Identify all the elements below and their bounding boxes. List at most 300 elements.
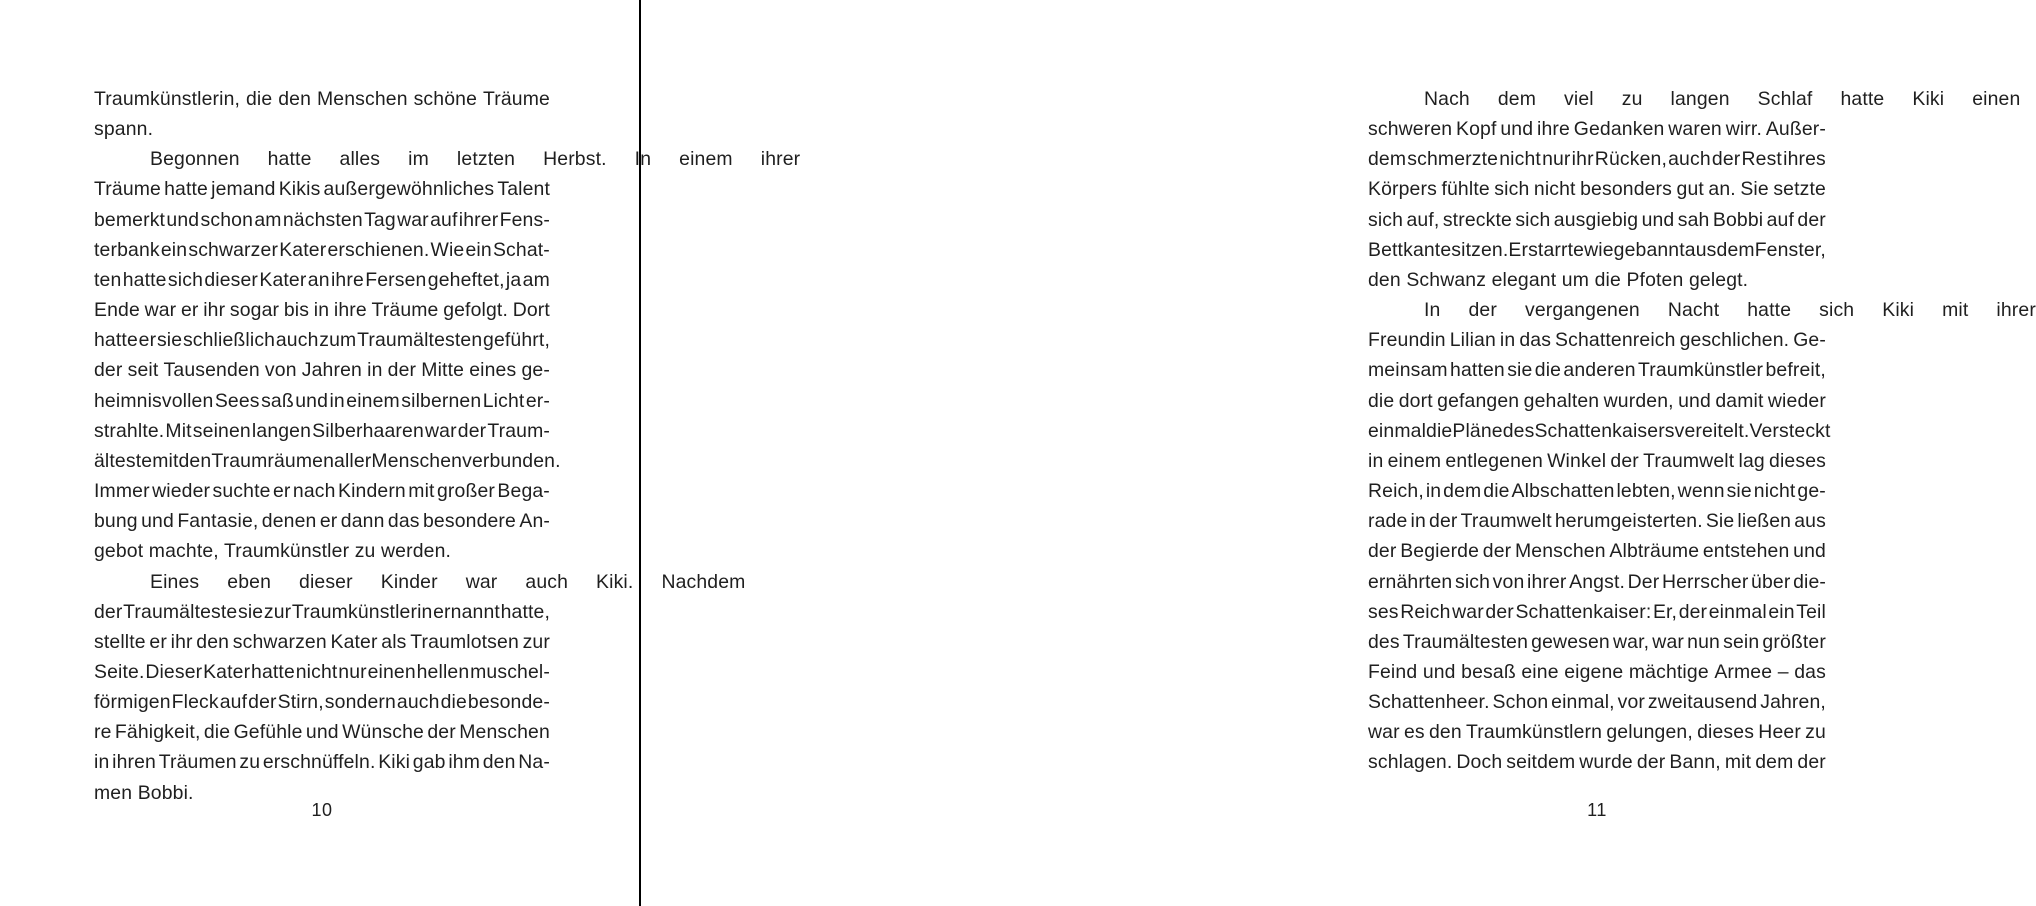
text-line	[1368, 144, 1826, 174]
word: bemerkt	[94, 208, 166, 231]
word: Winkel	[1547, 449, 1607, 472]
word: lebten,	[1616, 480, 1676, 503]
word: vereitelt.	[1674, 419, 1750, 442]
word: Bega-	[497, 480, 550, 503]
word: Träume	[371, 299, 439, 322]
text-line	[1368, 657, 1826, 687]
word: Kater	[279, 238, 327, 261]
text-line	[94, 325, 550, 355]
word: am	[254, 208, 282, 231]
word: zu	[239, 751, 261, 774]
word: muschel-	[470, 660, 550, 683]
word: meinsam	[1368, 359, 1448, 382]
word: nicht	[295, 660, 338, 683]
word: gelungen,	[1606, 721, 1693, 744]
word: Albträume	[1609, 540, 1700, 563]
word: re	[94, 721, 112, 744]
word: lag	[1738, 449, 1765, 472]
word: war	[465, 570, 498, 593]
word: in	[1425, 480, 1442, 503]
word: auch	[1668, 148, 1711, 171]
text-line	[94, 506, 550, 536]
word: aller	[334, 449, 372, 472]
text-line	[1368, 627, 1826, 657]
word: und	[1793, 540, 1826, 563]
word: Teil	[1796, 600, 1826, 623]
word: gefolgt.	[443, 299, 508, 322]
word: streckte	[1442, 208, 1512, 231]
word: Schat-	[492, 238, 550, 261]
word: Schattenheer.	[1368, 691, 1490, 714]
word: ihrer	[1996, 299, 2036, 322]
word: Jahren	[301, 359, 362, 382]
word: nur	[338, 660, 367, 683]
text-line	[1368, 295, 2036, 325]
text-line	[94, 657, 550, 687]
word: geführt,	[483, 329, 550, 352]
word: und	[141, 510, 174, 533]
word: dem	[1443, 480, 1482, 503]
word: auch	[396, 691, 440, 714]
word: dem	[1716, 238, 1755, 261]
word: zur	[522, 630, 550, 653]
word: ernannt	[433, 600, 500, 623]
word: von	[264, 359, 297, 382]
word: silbernen	[401, 389, 482, 412]
word: starrte	[1528, 238, 1585, 261]
left-page-folio: 10	[311, 800, 333, 820]
word: ses	[1368, 600, 1399, 623]
word: alles	[339, 148, 381, 171]
word: mit	[408, 480, 435, 503]
text-line	[1368, 687, 1826, 717]
word: An-	[519, 510, 550, 533]
word: Reich,	[1368, 480, 1424, 503]
word: Kinder	[380, 570, 438, 593]
text-line	[94, 416, 550, 446]
word: Traumräumen	[211, 449, 335, 472]
word: der	[457, 419, 487, 442]
word: terbank	[94, 238, 160, 261]
text-line	[94, 476, 550, 506]
word: hatte	[122, 268, 167, 291]
word: ihrer	[458, 208, 499, 231]
word: entstehen	[1702, 540, 1790, 563]
word: Nachdem	[661, 570, 746, 593]
word: und	[166, 208, 200, 231]
word: setzte	[1773, 178, 1826, 201]
word: war	[1452, 600, 1484, 623]
word: Na-	[518, 751, 550, 774]
word: Ende	[94, 299, 140, 322]
word: der	[1678, 600, 1708, 623]
word: anderen	[1563, 359, 1636, 382]
word: Reich	[1400, 600, 1451, 623]
word: Traumlotsen	[410, 630, 519, 653]
word: fühlte	[1441, 178, 1490, 201]
word: nächsten	[282, 208, 363, 231]
word: Fenster,	[1754, 238, 1826, 261]
word: der	[1797, 751, 1826, 774]
word: dieser	[299, 570, 353, 593]
word: dieses	[1769, 449, 1826, 472]
word: und	[305, 721, 339, 744]
word: Begierde	[1400, 540, 1480, 563]
word: Er	[1508, 238, 1529, 261]
word: am	[522, 268, 550, 291]
word: der	[1610, 449, 1639, 472]
word: gebannt	[1613, 238, 1685, 261]
word: Angst.	[1569, 570, 1626, 593]
text-line	[1368, 536, 1826, 566]
word: rade	[1368, 510, 1408, 533]
word: herumgeisterten.	[1554, 510, 1703, 533]
word: und	[1422, 660, 1456, 683]
word: an	[307, 268, 330, 291]
text-line	[94, 144, 801, 174]
word: besaß	[1461, 660, 1516, 683]
word: Bobbi	[1712, 208, 1764, 231]
word: dem	[1497, 88, 1537, 110]
word: Herbst.	[543, 148, 607, 171]
word: ihren	[112, 751, 156, 774]
word: sich	[1454, 570, 1491, 593]
word: Körpers	[1368, 178, 1437, 201]
word: mit	[152, 449, 179, 472]
text-line	[94, 205, 550, 235]
word: Fens-	[499, 208, 550, 231]
word: das	[1794, 660, 1826, 683]
word: der	[427, 721, 456, 744]
word: einen	[1972, 88, 2021, 110]
word: eben	[227, 570, 272, 593]
word: sich	[1368, 208, 1404, 231]
word: Bann,	[1669, 751, 1721, 774]
word: schwarzen	[232, 630, 327, 653]
text-line	[94, 687, 550, 717]
word: Kiki	[378, 751, 411, 774]
word: Schlaf	[1757, 88, 1813, 110]
word: Sie	[1705, 510, 1735, 533]
word: von	[1492, 570, 1525, 593]
word: hellen	[416, 660, 470, 683]
word: Kiki	[1882, 299, 1915, 322]
word: Armee	[1714, 660, 1773, 683]
word: ihr	[1571, 148, 1594, 171]
word: einem	[1387, 449, 1442, 472]
word: und	[1500, 118, 1534, 141]
word: hatte	[1840, 88, 1885, 110]
word: den	[1428, 721, 1462, 744]
word: in	[94, 751, 110, 774]
word: Licht	[482, 389, 525, 412]
word: sitzen.	[1451, 238, 1509, 261]
word: Traumkünstler	[1637, 359, 1764, 382]
word: Träume	[94, 178, 161, 201]
word: suchte	[212, 480, 271, 503]
word: Kiki	[1912, 88, 1945, 110]
word: Traumkünstlern	[1466, 721, 1603, 744]
word: befreit,	[1765, 359, 1826, 382]
word: schmerzte	[1407, 148, 1499, 171]
word: langen	[1670, 88, 1730, 110]
word: sah	[1677, 208, 1710, 231]
word: Sie	[1740, 178, 1769, 201]
word: gehalten	[1523, 389, 1600, 412]
word: der	[1368, 540, 1397, 563]
word: ein	[160, 238, 188, 261]
word: –	[1777, 660, 1789, 683]
word: als	[381, 630, 407, 653]
word: Nach	[1424, 88, 1470, 110]
word: nicht	[1499, 148, 1541, 171]
word: viel	[1564, 88, 1594, 110]
word: Feind	[1368, 660, 1418, 683]
text-line	[1368, 205, 1826, 235]
word: des	[1502, 419, 1535, 442]
word: Fantasie,	[177, 510, 259, 533]
word: er-	[525, 389, 550, 412]
text-line	[1368, 476, 1826, 506]
word: ein	[1768, 600, 1795, 623]
word: sogar	[229, 299, 280, 322]
text-line: den Schwanz elegant um die Pfoten gelegt.	[1368, 268, 1749, 291]
word: schlagen.	[1368, 751, 1453, 774]
word: geschlichen.	[1679, 329, 1790, 352]
word: der	[1482, 540, 1512, 563]
word: vergangenen	[1524, 299, 1640, 322]
word: langen	[251, 419, 312, 442]
word: in	[1499, 329, 1516, 352]
word: seinen	[192, 419, 251, 442]
word: schwarzer	[188, 238, 279, 261]
word: Menschen	[1515, 540, 1606, 563]
word: der	[1711, 148, 1741, 171]
word: der	[94, 359, 123, 382]
word: Lilian	[1449, 329, 1496, 352]
word: Fähigkeit,	[114, 721, 201, 744]
word: heimnisvollen	[94, 389, 214, 412]
word: auf	[430, 208, 458, 231]
word: gefangen	[1437, 389, 1520, 412]
word: Traumwelt	[1643, 449, 1735, 472]
text-line: men Bobbi.	[94, 781, 194, 804]
word: Außer-	[1765, 118, 1826, 141]
word: Eines	[150, 570, 200, 593]
word: Doch	[1456, 751, 1503, 774]
word: hatte	[251, 660, 295, 683]
text-line	[94, 84, 550, 114]
word: und	[295, 389, 329, 412]
word: vor	[1617, 691, 1645, 714]
word: Wie	[430, 238, 465, 261]
word: sondern	[324, 691, 396, 714]
text-line	[1368, 386, 1826, 416]
word: in	[367, 359, 383, 382]
word: Dieser	[145, 660, 203, 683]
word: Albschatten	[1511, 480, 1615, 503]
right-page	[641, 0, 2036, 906]
word: einem	[346, 389, 400, 412]
word: er	[272, 480, 291, 503]
word: einen	[367, 660, 416, 683]
word: Schattenkaisers	[1534, 419, 1675, 442]
word: Talent	[497, 178, 550, 201]
word: aus	[1684, 238, 1717, 261]
word: sie	[1507, 359, 1533, 382]
word: ließen	[1737, 510, 1792, 533]
word: einmal,	[1551, 691, 1615, 714]
word: sich	[1494, 178, 1530, 201]
word: zum	[319, 329, 357, 352]
word: sie	[156, 329, 183, 352]
word: ten	[94, 268, 122, 291]
word: zu	[1621, 88, 1643, 110]
word: ja	[505, 268, 522, 291]
text-line	[1368, 355, 1826, 385]
word: dieser	[204, 268, 259, 291]
word: Fleck	[171, 691, 219, 714]
left-page-text-block	[94, 84, 801, 808]
word: war	[144, 299, 177, 322]
text-line	[94, 747, 550, 777]
word: In	[1424, 299, 1441, 322]
word: schließlich	[182, 329, 276, 352]
word: hatte	[94, 329, 138, 352]
word: Kopf	[1456, 118, 1497, 141]
word: die	[1534, 359, 1562, 382]
word: gab	[412, 751, 446, 774]
text-line: gebot machte, Traumkünstler zu werden.	[94, 540, 452, 563]
word: dann	[340, 510, 385, 533]
word: gut	[1676, 178, 1704, 201]
word: Tausenden	[163, 359, 260, 382]
word: saß	[261, 389, 294, 412]
word: Mit	[165, 419, 192, 442]
word: ihre	[333, 299, 367, 322]
word: Kater	[330, 630, 378, 653]
word: schweren	[1368, 118, 1453, 141]
word: nicht	[1753, 480, 1796, 503]
word: ihrer	[760, 148, 801, 171]
word: wieder	[1767, 389, 1826, 412]
word: wenn	[1677, 480, 1725, 503]
word: waren	[1668, 118, 1722, 141]
word: damit	[1715, 389, 1764, 412]
word: Kater	[259, 268, 307, 291]
word: bung	[94, 510, 138, 533]
word: Bettkante	[1368, 238, 1452, 261]
word: stellte	[94, 630, 146, 653]
word: verbunden.	[462, 449, 561, 472]
word: seitdem	[1506, 751, 1576, 774]
word: der	[1636, 751, 1666, 774]
word: der	[387, 359, 417, 382]
word: er	[180, 299, 199, 322]
word: denen	[261, 510, 317, 533]
word: zur	[263, 600, 292, 623]
word: ihr	[170, 630, 193, 653]
word: dieses	[1697, 721, 1755, 744]
text-line	[94, 386, 550, 416]
word: besondere	[422, 510, 516, 533]
word: die-	[1793, 570, 1826, 593]
word: Kater	[203, 660, 251, 683]
word: wurden,	[1603, 389, 1674, 412]
word: Menschen	[371, 449, 463, 472]
word: dem	[1368, 148, 1407, 171]
word: Gedanken	[1573, 118, 1665, 141]
word: hatten	[1450, 359, 1505, 382]
word: eines	[469, 359, 517, 382]
text-line	[1368, 446, 1826, 476]
text-line	[94, 295, 550, 325]
right-page-folio: 11	[1587, 800, 1607, 820]
word: mit	[1942, 299, 1969, 322]
text-line: spann.	[94, 118, 154, 141]
word: einmal	[1368, 419, 1427, 442]
word: besonde-	[467, 691, 550, 714]
word: war	[1652, 630, 1684, 653]
word: Silberhaaren	[312, 419, 424, 442]
word: Herrscher	[1661, 570, 1749, 593]
word: einmal	[1708, 600, 1767, 623]
word: war	[1368, 721, 1400, 744]
word: Gefühle	[233, 721, 303, 744]
word: erschienen.	[327, 238, 430, 261]
word: Traumkünstlerin,	[94, 88, 241, 110]
word: Freundin	[1368, 329, 1446, 352]
word: älteste	[94, 449, 153, 472]
text-line	[94, 355, 550, 385]
text-line	[1368, 114, 1826, 144]
word: Jahren,	[1760, 691, 1826, 714]
word: Pläne	[1452, 419, 1503, 442]
word: Tag	[364, 208, 396, 231]
word: nicht	[1533, 178, 1576, 201]
word: Der	[1627, 570, 1660, 593]
word: wurde	[1579, 751, 1633, 774]
word: bis	[283, 299, 310, 322]
word: erschnüffeln.	[262, 751, 376, 774]
word: sie	[238, 600, 264, 623]
word: auch	[525, 570, 569, 593]
word: Kikis	[278, 178, 321, 201]
word: Menschen	[459, 721, 550, 744]
word: ihr	[203, 299, 226, 322]
word: zu	[1805, 721, 1826, 744]
word: es	[1403, 721, 1425, 744]
left-page	[0, 0, 801, 906]
word: der	[248, 691, 277, 714]
word: auf	[1766, 208, 1795, 231]
word: und	[1641, 208, 1675, 231]
word: die	[1483, 480, 1510, 503]
word: strahlte.	[94, 419, 165, 442]
text-line	[94, 265, 550, 295]
word: großer	[437, 480, 496, 503]
word: der	[1485, 600, 1514, 623]
word: den	[196, 630, 230, 653]
word: ihre	[330, 268, 364, 291]
word: schöne	[413, 88, 478, 110]
word: der	[1468, 299, 1497, 322]
word: sich	[1515, 208, 1551, 231]
word: mit	[1724, 751, 1752, 774]
word: Seite.	[94, 660, 145, 683]
word: in	[1368, 449, 1384, 472]
word: ihres	[1783, 148, 1826, 171]
